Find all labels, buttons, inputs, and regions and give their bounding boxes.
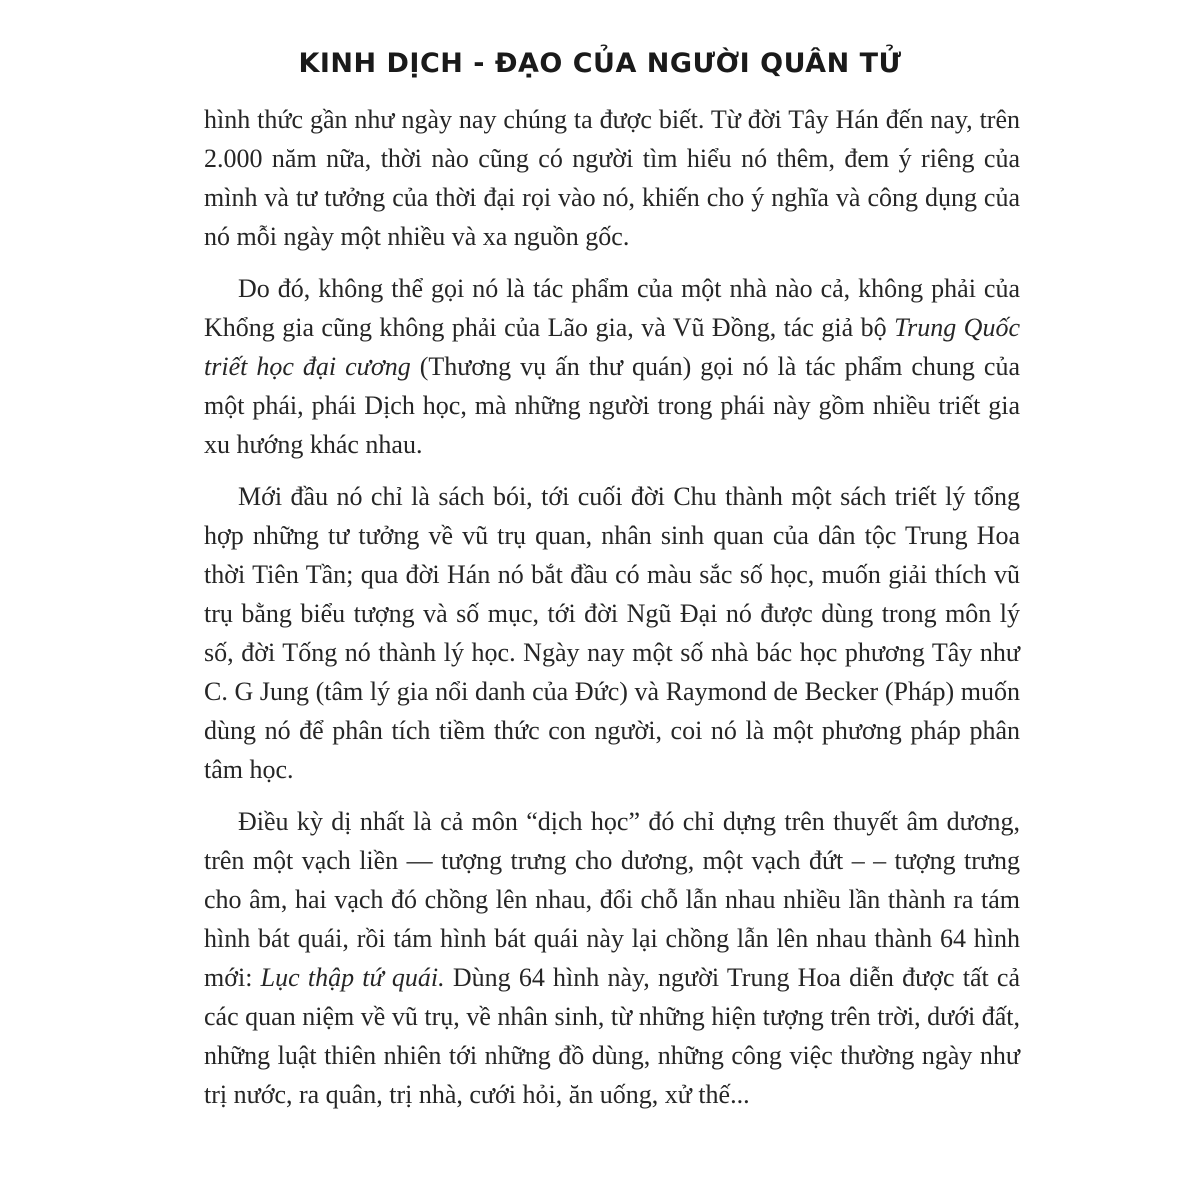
paragraph-1: hình thức gần như ngày nay chúng ta được biết. Từ đời Tây Hán đến nay, trên 2.000 năm nữa, thời nào cũng có người tìm hiểu nó thêm, đem ý riêng của mình và tư tưởng của thời đại rọi vào nó, khiến cho ý nghĩa và công dụng của nó mỗi ngày một nhiều và xa nguồn gốc. bbox=[204, 105, 1020, 251]
page-header-title: KINH DỊCH - ĐẠO CỦA NGƯỜI QUÂN TỬ bbox=[298, 48, 902, 79]
paragraph-2-text-start: Do đó, không thể gọi nó là tác phẩm của một nhà nào cả, không phải của Khổng gia cũng không phải của Lão gia, và Vũ Đồng, tác giả bộ bbox=[204, 274, 1020, 342]
paragraph-4-text-end: Dùng 64 hình này, người Trung Hoa diễn được tất cả các quan niệm về vũ trụ, về nhân sinh, từ những hiện tượng trên trời, dưới đất, những luật thiên nhiên tới những đồ dùng, những công việc thường ngày như trị nước, ra quân, trị nhà, cưới hỏi, ăn uống, xử thế... bbox=[204, 963, 1021, 1109]
paragraph-4 bbox=[204, 802, 1020, 1114]
body-text bbox=[204, 100, 1020, 1127]
paragraph-2-text-end: (Thương vụ ấn thư quán) gọi nó là tác phẩm chung của một phái, phái Dịch học, mà những người trong phái này gồm nhiều triết gia xu hướng khác nhau. bbox=[204, 352, 1020, 459]
paragraph-4-term: Lục thập tứ quái. bbox=[260, 963, 445, 992]
paragraph-3: Mới đầu nó chỉ là sách bói, tới cuối đời Chu thành một sách triết lý tổng hợp những tư tưởng về vũ trụ quan, nhân sinh quan của dân tộc Trung Hoa thời Tiên Tần; qua đời Hán nó bắt đầu có màu sắc số học, muốn giải thích vũ trụ bằng biểu tượng và số mục, tới đời Ngũ Đại nó được dùng trong môn lý số, đời Tống nó thành lý học. Ngày nay một số nhà bác học phương Tây như C. G Jung (tâm lý gia nổi danh của Đức) và Raymond de Becker (Pháp) muốn dùng nó để phân tích tiềm thức con người, coi nó là một phương pháp phân tâm học. bbox=[204, 482, 1020, 784]
paragraph-4-text-start: Điều kỳ dị nhất là cả môn “dịch học” đó chỉ dựng trên thuyết âm dương, trên một vạch liền — tượng trưng cho dương, một vạch đứt – – tượng trưng cho âm, hai vạch đó chồng lên nhau, đổi chỗ lẫn nhau nhiều lần thành ra tám hình bát quái, rồi tám hình bát quái này lại chồng lẫn lên nhau thành 64 hình mới: bbox=[204, 807, 1020, 992]
paragraph-2-book-title: Trung Quốc triết học đại cương bbox=[204, 313, 1020, 381]
paragraph-2 bbox=[204, 269, 1020, 464]
